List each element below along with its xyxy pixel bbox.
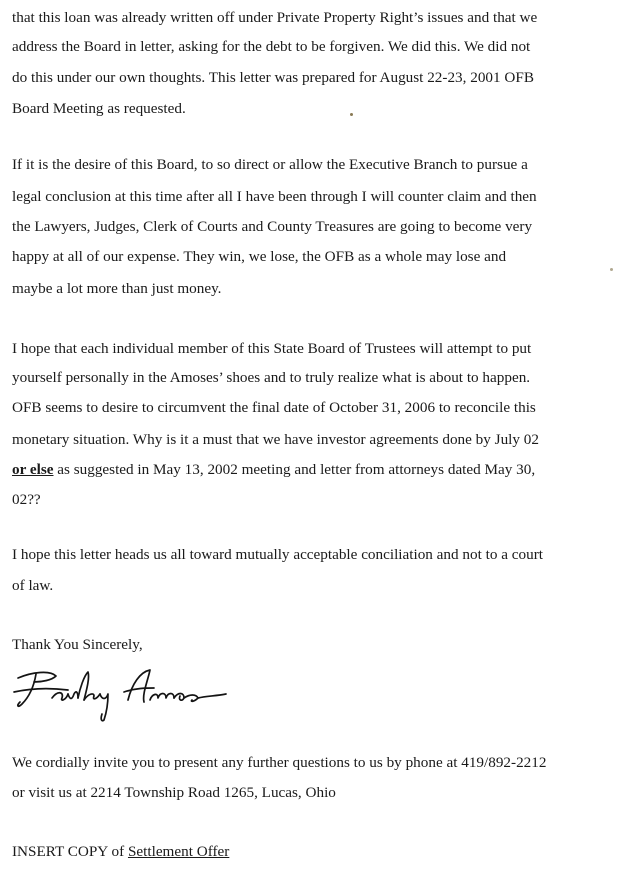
scan-speck: [610, 268, 613, 271]
signature: [12, 664, 232, 724]
paragraph-3-line: monetary situation. Why is it a must that we have investor agreements done by July 02: [12, 431, 539, 448]
paragraph-3-line: I hope that each individual member of this State Board of Trustees will attempt to put: [12, 340, 532, 357]
paragraph-4-line: I hope this letter heads us all toward mutually acceptable conciliation and not to a court: [12, 546, 543, 563]
paragraph-2-line: happy at all of our expense. They win, we lose, the OFB as a whole may lose and: [12, 248, 507, 265]
paragraph-2-line: legal conclusion at this time after all I have been through I will counter claim and then: [12, 188, 537, 205]
closing-salutation: Thank You Sincerely,: [12, 636, 143, 653]
paragraph-2-line: maybe a lot more than just money.: [12, 280, 222, 297]
paragraph-3-line: OFB seems to desire to circumvent the final date of October 31, 2006 to reconcile this: [12, 399, 536, 416]
paragraph-1-line: do this under our own thoughts. This letter was prepared for August 22-23, 2001 OFB: [12, 69, 534, 86]
paragraph-3-line: [12, 460, 535, 480]
paragraph-4-line: of law.: [12, 577, 54, 594]
invite-line: or visit us at 2214 Township Road 1265, Lucas, Ohio: [12, 784, 336, 801]
paragraph-3-line-rest: as suggested in May 13, 2002 meeting and letter from attorneys dated May 30,: [53, 461, 536, 478]
paragraph-1-line: Board Meeting as requested.: [12, 100, 186, 117]
paragraph-3-line: 02??: [12, 491, 41, 508]
paragraph-1-line: address the Board in letter, asking for the debt to be forgiven. We did this. We did not: [12, 38, 531, 55]
paragraph-1-line: that this loan was already written off under Private Property Right’s issues and that we: [12, 9, 538, 26]
invite-line: We cordially invite you to present any further questions to us by phone at 419/892-2212: [12, 754, 547, 771]
or-else-emphasis: or else: [12, 461, 54, 478]
scan-speck: [350, 113, 353, 116]
paragraph-2-line: the Lawyers, Judges, Clerk of Courts and County Treasures are going to become very: [12, 218, 533, 235]
insert-copy-prefix: INSERT COPY of: [12, 843, 128, 860]
paragraph-2-line: If it is the desire of this Board, to so direct or allow the Executive Branch to pursue a: [12, 156, 528, 173]
insert-copy-line: [12, 842, 229, 862]
paragraph-3-line: yourself personally in the Amoses’ shoes and to truly realize what is about to happen.: [12, 369, 531, 386]
settlement-offer-link: Settlement Offer: [127, 843, 230, 860]
